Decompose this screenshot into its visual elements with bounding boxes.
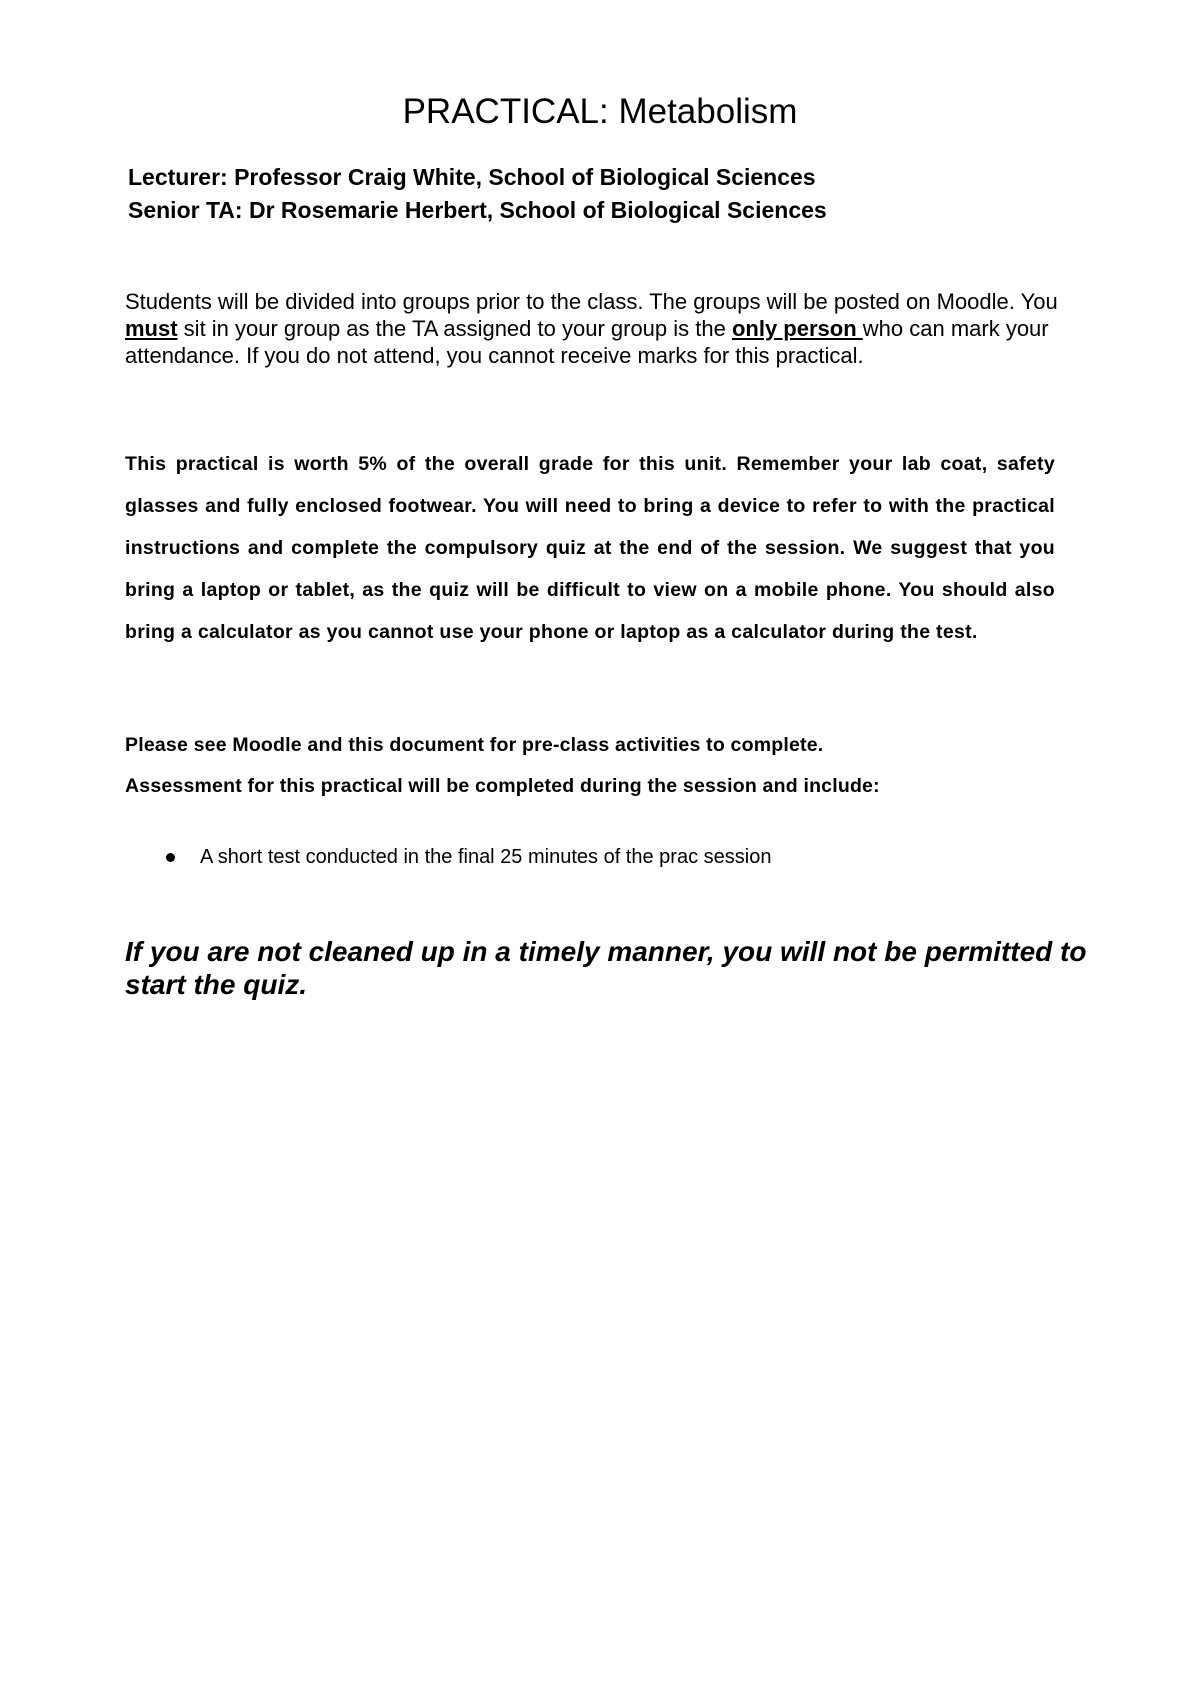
- assessment-list: [160, 843, 771, 871]
- only-person-emphasis: only person: [731, 316, 863, 341]
- intro-text-3: who can mark your attendance. If you do not attend, you cannot receive marks for this practical.: [125, 316, 1049, 368]
- worth-paragraph: This practical is worth 5% of the overall grade for this unit. Remember your lab coat, safety glasses and fully enclosed footwear. You will need to bring a device to refer to with the practical instructions and complete the compulsory quiz at the end of the session. We suggest that you bring a laptop or tablet, as the quiz will be difficult to view on a mobile phone. You should also bring a calculator as you cannot use your phone or laptop as a calculator during the test.: [125, 453, 1055, 643]
- intro-text-1: Students will be divided into groups prior to the class. The groups will be posted on Moodle. You: [125, 289, 1058, 314]
- list-item: [160, 843, 771, 871]
- bullet-icon: [166, 853, 175, 862]
- page-title: PRACTICAL: Metabolism: [402, 92, 798, 131]
- lecturer-line: Lecturer: Professor Craig White, School of Biological Sciences: [128, 164, 816, 190]
- list-item-text: A short test conducted in the final 25 minutes of the prac session: [200, 846, 772, 868]
- warning-notice: If you are not cleaned up in a timely manner, you will not be permitted to start the quiz.: [125, 936, 1087, 1000]
- intro-text-2: sit in your group as the TA assigned to your group is the: [177, 316, 732, 341]
- intro-paragraph: [125, 288, 1070, 369]
- must-emphasis: must: [125, 316, 178, 341]
- preclass-line: Please see Moodle and this document for pre-class activities to complete.: [125, 734, 824, 756]
- assessment-heading: Assessment for this practical will be completed during the session and include:: [125, 775, 880, 797]
- senior-ta-line: Senior TA: Dr Rosemarie Herbert, School of Biological Sciences: [128, 197, 827, 223]
